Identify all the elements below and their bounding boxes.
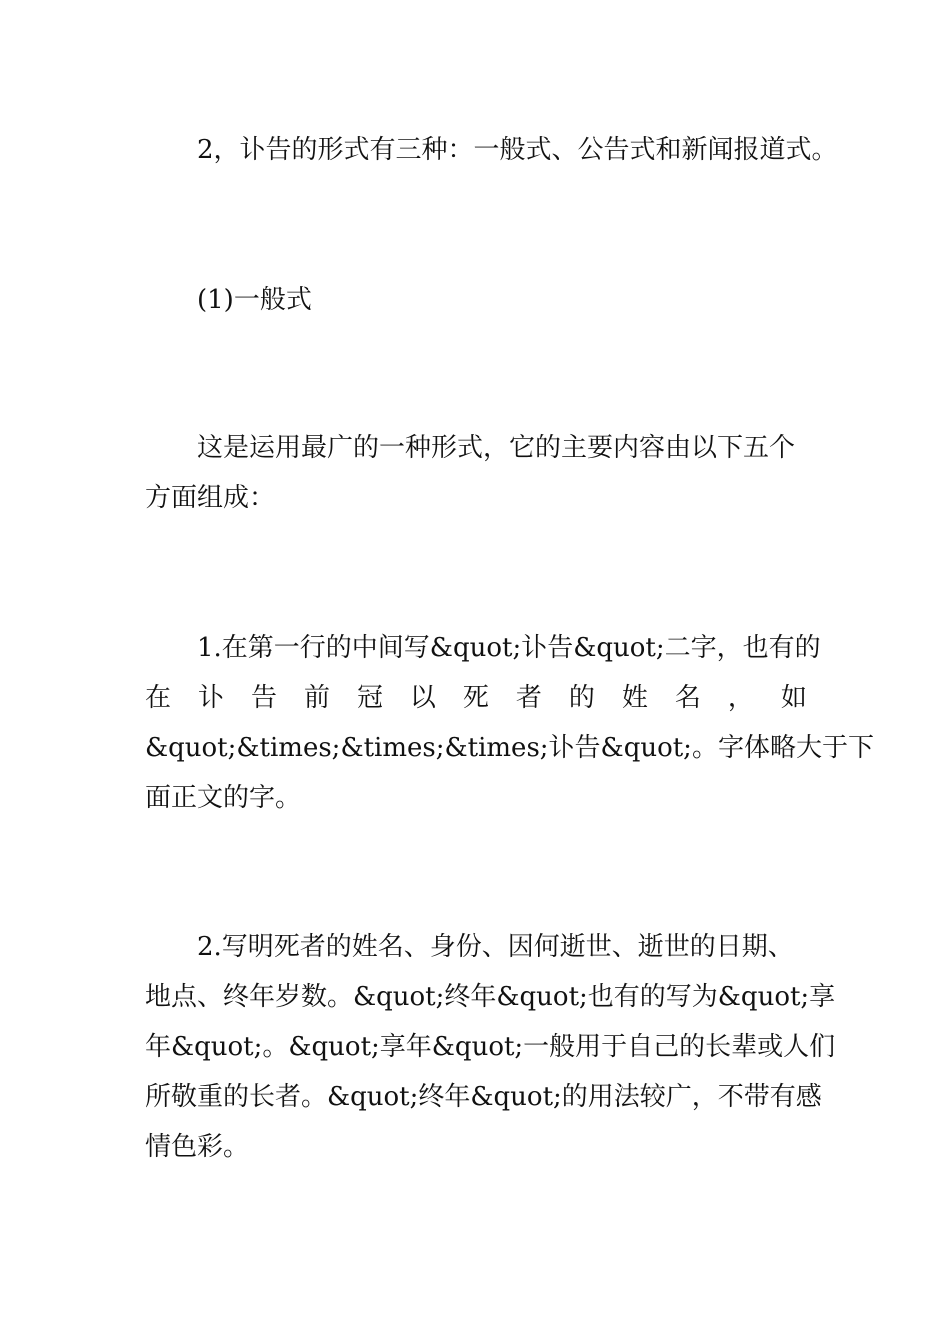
item-2-line-1: 2.写明死者的姓名、身份、因何逝世、逝世的日期、 <box>197 932 794 962</box>
paragraph-intro-line-1: 这是运用最广的一种形式，它的主要内容由以下五个 <box>197 433 796 463</box>
paragraph-intro-line-2: 方面组成： <box>145 483 276 513</box>
item-2-line-5: 情色彩。 <box>145 1132 250 1162</box>
item-1-line-2 <box>145 683 807 713</box>
paragraph-forms-line-1: 2，讣告的形式有三种：一般式、公告式和新闻报道式。 <box>197 135 838 165</box>
item-2-line-4: 所敬重的长者。&quot;终年&quot;的用法较广，不带有感 <box>145 1082 822 1112</box>
item-1-line-4: 面正文的字。 <box>145 783 302 813</box>
item-1-char: 姓 <box>621 683 648 713</box>
item-1-char: 告 <box>250 683 277 713</box>
item-1-char: 前 <box>303 683 330 713</box>
item-1-char: 者 <box>515 683 542 713</box>
item-1-char: 名 <box>674 683 701 713</box>
item-1-char: ， <box>727 683 754 713</box>
item-1-char: 死 <box>462 683 489 713</box>
item-1-char: 以 <box>409 683 436 713</box>
item-1-line-3: &quot;&times;&times;&times;讣告&quot;。字体略大于下 <box>145 733 874 763</box>
item-1-char: 讣 <box>197 683 224 713</box>
heading-general-form: (1)一般式 <box>197 285 312 315</box>
item-2-line-2: 地点、终年岁数。&quot;终年&quot;也有的写为&quot;享 <box>145 982 836 1012</box>
item-2-line-3: 年&quot;。&quot;享年&quot;一般用于自己的长辈或人们 <box>145 1032 836 1062</box>
item-1-char: 在 <box>145 683 172 713</box>
item-1-char: 冠 <box>356 683 383 713</box>
item-1-line-1: 1.在第一行的中间写&quot;讣告&quot;二字，也有的 <box>197 633 821 663</box>
item-1-char: 的 <box>568 683 595 713</box>
item-1-char: 如 <box>780 683 807 713</box>
